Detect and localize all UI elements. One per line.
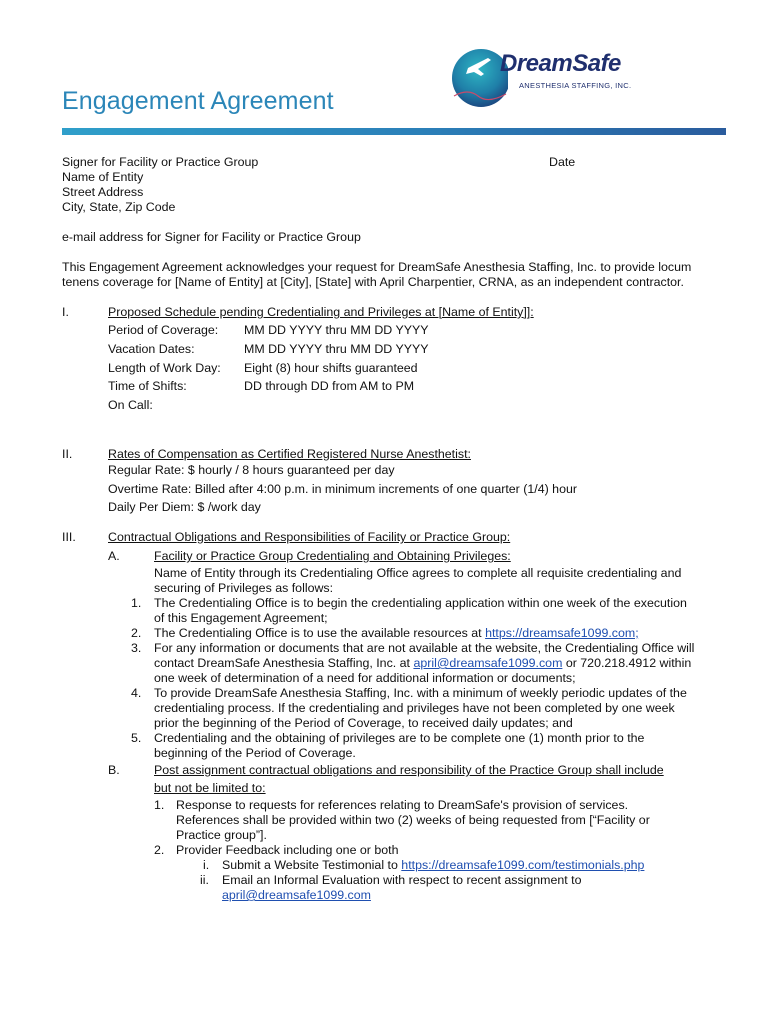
evaluation-email-link[interactable]: april@dreamsafe1099.com: [222, 888, 371, 902]
intro-line-1: This Engagement Agreement acknowledges your request for DreamSafe Anesthesia Staffing, Inc. to provide locum: [62, 260, 692, 274]
logo-wordmark: DreamSafe: [500, 50, 621, 77]
schedule-value: MM DD YYYY thru MM DD YYYY: [244, 342, 429, 356]
subsection-a-intro: securing of Privileges as follows:: [154, 581, 334, 595]
section-1-heading: Proposed Schedule pending Credentialing and Privileges at [Name of Entity]]:: [108, 305, 534, 319]
schedule-value: DD through DD from AM to PM: [244, 379, 415, 393]
schedule-value: MM DD YYYY thru MM DD YYYY: [244, 323, 429, 337]
section-1-numeral: I.: [62, 305, 69, 319]
list-number: 1.: [131, 596, 142, 610]
list-item-text-part: contact DreamSafe Anesthesia Staffing, Inc. at: [154, 656, 414, 670]
signer-email-line: e-mail address for Signer for Facility or Practice Group: [62, 230, 361, 244]
section-2-heading: Rates of Compensation as Certified Registered Nurse Anesthetist:: [108, 447, 471, 461]
list-item-text: The Credentialing Office is to begin the credentialing application within one week of the execution: [154, 596, 687, 610]
subsection-b-letter: B.: [108, 763, 120, 777]
logo-globe-icon: [448, 44, 508, 112]
list-item-text-part: or 720.218.4912 within: [562, 656, 692, 670]
list-item-text: [154, 626, 639, 641]
signer-line: Signer for Facility or Practice Group: [62, 155, 259, 169]
list-item-text: To provide DreamSafe Anesthesia Staffing, Inc. with a minimum of weekly periodic updates of the: [154, 686, 687, 700]
email-link[interactable]: april@dreamsafe1099.com: [413, 656, 563, 670]
schedule-label: Vacation Dates:: [108, 342, 195, 356]
page-title: Engagement Agreement: [62, 87, 334, 115]
date-label: Date: [549, 155, 576, 169]
list-item-text: Credentialing and the obtaining of privileges are to be complete one (1) month prior to the: [154, 731, 645, 745]
list-item-text: [222, 858, 644, 873]
list-number: 3.: [131, 641, 142, 655]
list-item-text: Practice group”].: [176, 828, 267, 842]
list-item-text: one week of determination of a need for additional information or documents;: [154, 671, 576, 685]
company-logo: [448, 44, 638, 112]
entity-name-line: Name of Entity: [62, 170, 144, 184]
section-2-numeral: II.: [62, 447, 73, 461]
list-number: 5.: [131, 731, 142, 745]
schedule-label: On Call:: [108, 398, 153, 412]
subsection-b-heading: but not be limited to:: [154, 781, 266, 795]
list-item-text: For any information or documents that are not available at the website, the Credentialing Office will: [154, 641, 695, 655]
list-item-text: Email an Informal Evaluation with respect to recent assignment to: [222, 873, 582, 887]
list-item-text: beginning of the Period of Coverage.: [154, 746, 356, 760]
list-number: 1.: [154, 798, 165, 812]
per-diem-line: Daily Per Diem: $ /work day: [108, 500, 261, 514]
testimonials-link[interactable]: https://dreamsafe1099.com/testimonials.php: [401, 858, 645, 872]
list-number: 2.: [154, 843, 165, 857]
subsection-a-heading: Facility or Practice Group Credentialing and Obtaining Privileges:: [154, 549, 511, 563]
list-item-text: Response to requests for references relating to DreamSafe's provision of services.: [176, 798, 629, 812]
section-3-heading: Contractual Obligations and Responsibilities of Facility or Practice Group:: [108, 530, 511, 544]
schedule-label: Period of Coverage:: [108, 323, 219, 337]
subsection-a-letter: A.: [108, 549, 120, 563]
list-item-text: [154, 656, 691, 671]
list-number: 2.: [131, 626, 142, 640]
list-item-text: Provider Feedback including one or both: [176, 843, 399, 857]
regular-rate-line: Regular Rate: $ hourly / 8 hours guaranteed per day: [108, 463, 395, 477]
street-address-line: Street Address: [62, 185, 144, 199]
overtime-rate-line: Overtime Rate: Billed after 4:00 p.m. in minimum increments of one quarter (1/4) hour: [108, 482, 577, 496]
subsection-b-heading: Post assignment contractual obligations and responsibility of the Practice Group shall include: [154, 763, 664, 777]
list-number: 4.: [131, 686, 142, 700]
list-item-text: References shall be provided within two (2) weeks of being requested from [“Facility or: [176, 813, 650, 827]
list-item-text-part: The Credentialing Office is to use the available resources at: [154, 626, 486, 640]
list-item-text: credentialing process. If the credentialing and privileges have not been completed by one week: [154, 701, 675, 715]
schedule-label: Length of Work Day:: [108, 361, 221, 375]
city-state-zip-line: City, State, Zip Code: [62, 200, 176, 214]
list-item-text: prior the beginning of the Period of Coverage, to received daily updates; and: [154, 716, 573, 730]
website-link[interactable]: https://dreamsafe1099.com;: [485, 626, 639, 640]
list-item-text: of this Engagement Agreement;: [154, 611, 328, 625]
schedule-label: Time of Shifts:: [108, 379, 187, 393]
roman-numeral: ii.: [200, 873, 209, 887]
intro-line-2: tenens coverage for [Name of Entity] at [City], [State] with April Charpentier, CRNA, as an independent contractor.: [62, 275, 684, 289]
title-divider: [62, 128, 726, 135]
roman-numeral: i.: [203, 858, 210, 872]
section-3-numeral: III.: [62, 530, 76, 544]
schedule-value: Eight (8) hour shifts guaranteed: [244, 361, 418, 375]
list-item-text-part: Submit a Website Testimonial to: [222, 858, 402, 872]
logo-tagline: ANESTHESIA STAFFING, INC.: [519, 81, 632, 90]
subsection-a-intro: Name of Entity through its Credentialing Office agrees to complete all requisite credentialing and: [154, 566, 682, 580]
